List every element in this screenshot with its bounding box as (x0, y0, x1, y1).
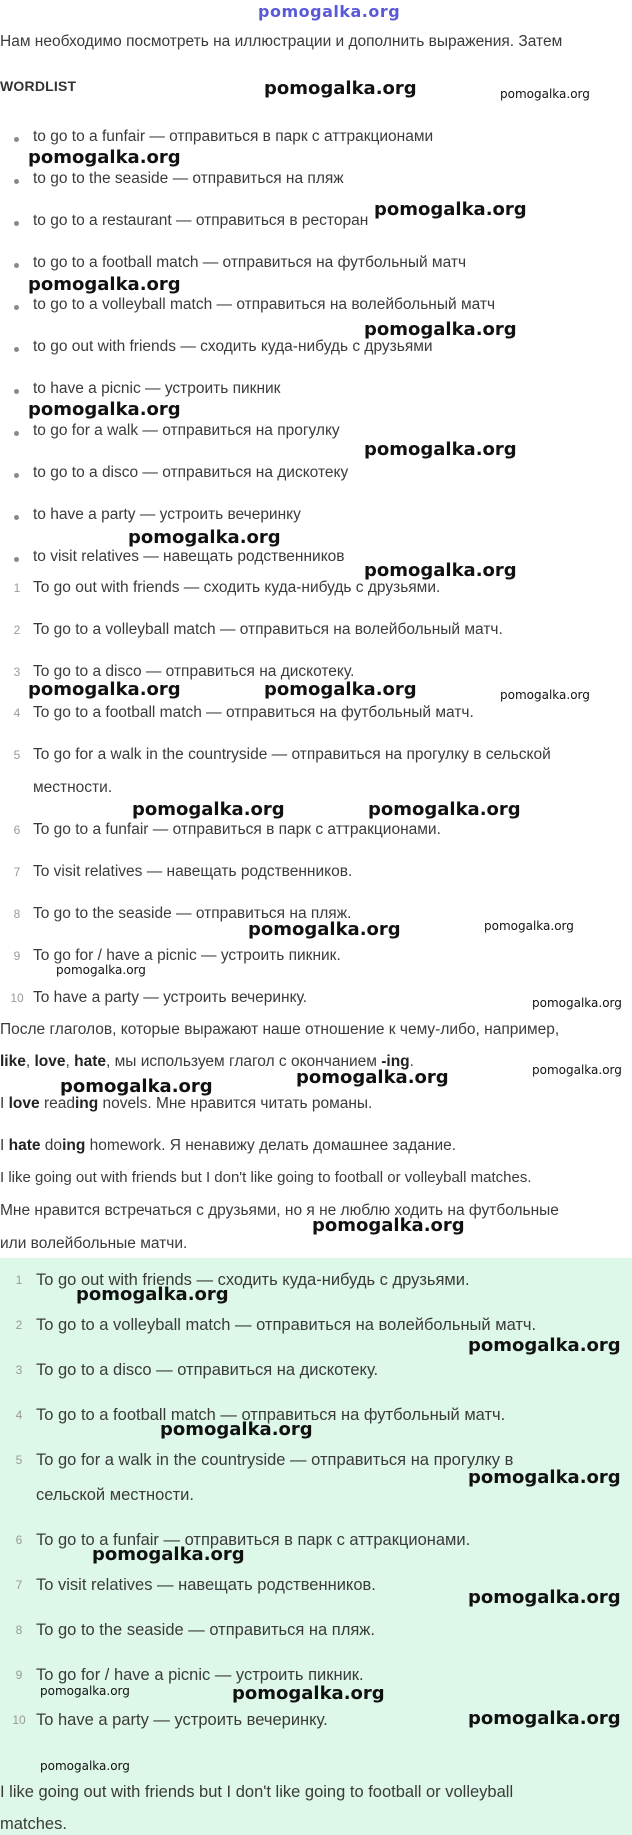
bullet-icon (14, 389, 19, 394)
bullet-icon (14, 221, 19, 226)
watermark: pomogalka.org (468, 1708, 621, 1729)
bullet-icon (14, 431, 19, 436)
watermark: pomogalka.org (128, 527, 281, 548)
watermark: pomogalka.org (532, 1063, 622, 1077)
bullet-icon (14, 137, 19, 142)
watermark: pomogalka.org (28, 147, 181, 168)
watermark: pomogalka.org (28, 274, 181, 295)
example-2: I hate doing homework. Я ненавижу делать домашнее задание. (0, 1137, 457, 1154)
watermark: pomogalka.org (312, 1215, 465, 1236)
watermark: pomogalka.org (484, 919, 574, 933)
watermark: pomogalka.org (160, 1419, 313, 1440)
example-1: I love reading novels. Мне нравится читать романы. (0, 1095, 373, 1112)
watermark: pomogalka.org (132, 799, 285, 820)
bullet-icon (14, 347, 19, 352)
watermark: pomogalka.org (364, 560, 517, 581)
watermark: pomogalka.org (40, 1684, 130, 1698)
bullet-icon (14, 557, 19, 562)
bullet-icon (14, 263, 19, 268)
wordlist-title: WORDLIST (0, 78, 77, 94)
example-3-translation-2: или волейбольные матчи. (0, 1235, 188, 1252)
watermark: pomogalka.org (468, 1587, 621, 1608)
watermark: pomogalka.org (500, 87, 590, 101)
watermark: pomogalka.org (468, 1335, 621, 1356)
watermark: pomogalka.org (76, 1284, 229, 1305)
bullet-icon (14, 179, 19, 184)
watermark: pomogalka.org (364, 319, 517, 340)
watermark: pomogalka.org (92, 1544, 245, 1565)
bullet-icon (14, 515, 19, 520)
final-sentence-1: I like going out with friends but I don't like going to football or volleyball (0, 1783, 514, 1801)
watermark: pomogalka.org (364, 439, 517, 460)
watermark: pomogalka.org (28, 679, 181, 700)
bullet-icon (14, 473, 19, 478)
watermark: pomogalka.org (468, 1467, 621, 1488)
top-watermark: pomogalka.org (258, 2, 401, 21)
watermark: pomogalka.org (60, 1076, 213, 1097)
watermark: pomogalka.org (40, 1759, 130, 1773)
intro-text: Нам необходимо посмотреть на иллюстрации и дополнить выражения. Затем (0, 33, 563, 50)
watermark: pomogalka.org (232, 1683, 385, 1704)
watermark: pomogalka.org (264, 679, 417, 700)
final-sentence-2: matches. (0, 1815, 67, 1833)
watermark: pomogalka.org (56, 963, 146, 977)
bullet-icon (14, 305, 19, 310)
watermark: pomogalka.org (264, 78, 417, 99)
watermark: pomogalka.org (374, 199, 527, 220)
watermark: pomogalka.org (296, 1067, 449, 1088)
watermark: pomogalka.org (532, 996, 622, 1010)
watermark: pomogalka.org (28, 399, 181, 420)
watermark: pomogalka.org (248, 919, 401, 940)
answer-box: 1 To go out with friends — сходить куда-нибудь с друзьями. 2 To go to a volleyball match — отправиться на волейбольный матч. 3 To go to a disco — отправиться на дискотеку. 4 To go to a football match — отправиться на футбольный матч. 5 To go for a walk in the countryside — отправиться на прогулку в сельской местности. 6 To go to a funfair — отправиться в парк с аттракционами. 7 To visit relatives — навещать родственников. 8 To go to the seaside — отправиться на пляж. 9 To go for / have a picnic — устроить пикник. 10 To have a party — устроить вечеринку. I like going out with friends but I don't like going to football or volleyball matches. (0, 1258, 632, 1835)
watermark: pomogalka.org (500, 688, 590, 702)
example-3: I like going out with friends but I don't like going to football or volleyball matches. (0, 1169, 532, 1186)
watermark: pomogalka.org (368, 799, 521, 820)
grammar-line-2: like, love, hate, мы используем глагол с окончанием -ing. (0, 1053, 414, 1070)
grammar-line-1: После глаголов, которые выражают наше отношение к чему-либо, например, (0, 1021, 560, 1038)
example-3-translation-1: Мне нравится встречаться с друзьями, но я не люблю ходить на футбольные (0, 1202, 559, 1219)
